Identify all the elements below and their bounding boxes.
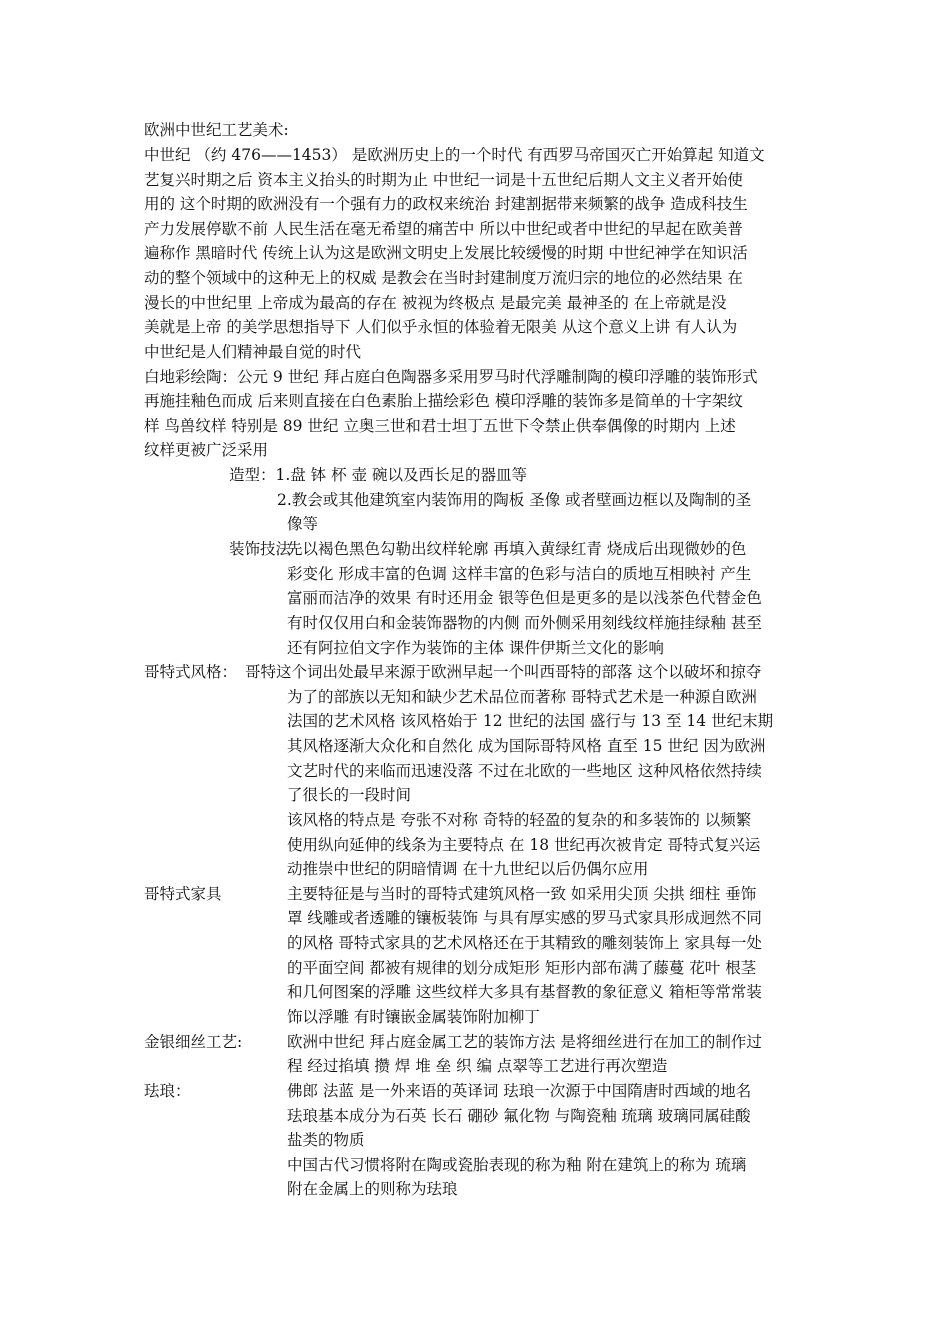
middle-ages-line: 中世纪 （约 476——1453） 是欧洲历史上的一个时代 有西罗马帝国灭亡开始算起 知道文: [144, 146, 765, 164]
decoration-label: 装饰技法: [229, 540, 292, 558]
gothic-style-line: 该风格的特点是 夸张不对称 奇特的轻盈的复杂的和多装饰的 以频繁: [287, 811, 752, 829]
shape-line: 像等: [287, 515, 319, 533]
filigree-label: 金银细丝工艺:: [144, 1033, 243, 1051]
decoration-line: 彩变化 形成丰富的色调 这样丰富的色彩与洁白的质地互相映衬 产生: [287, 565, 752, 583]
middle-ages-line: 遍称作 黑暗时代 传统上认为这是欧洲文明史上发展比较缓慢的时期 中世纪神学在知识活: [144, 244, 748, 262]
middle-ages-line: 美就是上帝 的美学思想指导下 人们似乎永恒的体验着无限美 从这个意义上讲 有人认为: [144, 318, 738, 336]
gothic-furniture-line: 和几何图案的浮雕 这些纹样大多具有基督教的象征意义 箱柜等常常装: [287, 983, 762, 1001]
decoration-line: 还有阿拉伯文字作为装饰的主体 课件伊斯兰文化的影响: [287, 639, 664, 657]
document-title: 欧洲中世纪工艺美术:: [144, 121, 289, 139]
white-ground-line: 样 鸟兽纹样 特别是 89 世纪 立奥三世和君士坦丁五世下令禁止供奉偶像的时期内 上述: [144, 417, 736, 435]
filigree-line: 欧洲中世纪 拜占庭金属工艺的装饰方法 是将细丝进行在加工的制作过: [287, 1033, 762, 1051]
middle-ages-line: 漫长的中世纪里 上帝成为最高的存在 被视为终极点 是最完美 最神圣的 在上帝就是没: [144, 294, 727, 312]
enamel-line: 盐类的物质: [287, 1131, 365, 1149]
gothic-style-line: 使用纵向延伸的线条为主要特点 在 18 世纪再次被肯定 哥特式复兴运: [287, 836, 761, 854]
gothic-style-line: 了很长的一段时间: [287, 786, 412, 804]
decoration-line: 富丽而洁净的效果 有时还用金 银等色但是更多的是以浅茶色代替金色: [287, 589, 762, 607]
gothic-furniture-line: 的风格 哥特式家具的艺术风格还在于其精致的雕刻装饰上 家具每一处: [287, 934, 762, 952]
gothic-furniture-line: 的平面空间 都被有规律的划分成矩形 矩形内部布满了藤蔓 花叶 根茎: [287, 959, 757, 977]
gothic-style-line: 为了的部族以无知和缺少艺术品位而著称 哥特式艺术是一种源自欧洲: [287, 688, 757, 706]
shape-line: 2.教会或其他建筑室内装饰用的陶板 圣像 或者壁画边框以及陶制的圣: [277, 491, 752, 509]
enamel-line: 佛郎 法蓝 是一外来语的英译词 珐琅一次源于中国隋唐时西域的地名: [287, 1082, 752, 1100]
enamel-line: 中国古代习惯将附在陶或瓷胎表现的称为釉 附在建筑上的称为 琉璃: [287, 1156, 747, 1174]
gothic-furniture-label: 哥特式家具: [144, 885, 222, 903]
gothic-furniture-line: 罩 线雕或者透雕的镶板装饰 与具有厚实感的罗马式家具形成迥然不同: [287, 909, 762, 927]
filigree-line: 程 经过掐填 攒 焊 堆 垒 织 编 点翠等工艺进行再次塑造: [287, 1057, 668, 1075]
gothic-style-line: 其风格逐渐大众化和自然化 成为国际哥特风格 直至 15 世纪 因为欧洲: [287, 737, 766, 755]
middle-ages-line: 动的整个领域中的这种无上的权威 是教会在当时封建制度万流归宗的地位的必然结果 在: [144, 269, 743, 287]
enamel-line: 珐琅基本成分为石英 长石 硼砂 氟化物 与陶瓷釉 琉璃 玻璃同属硅酸: [287, 1107, 751, 1125]
middle-ages-line: 产力发展停歇不前 人民生活在毫无希望的痛苦中 所以中世纪或者中世纪的早起在欧美普: [144, 220, 743, 238]
gothic-furniture-line: 主要特征是与当时的哥特式建筑风格一致 如采用尖顶 尖拱 细柱 垂饰: [287, 885, 757, 903]
white-ground-line: 纹样更被广泛采用: [144, 441, 269, 459]
white-ground-line: 再施挂釉色而成 后来则直接在白色素胎上描绘彩色 模印浮雕的装饰多是简单的十字架纹: [144, 392, 743, 410]
gothic-style-line: 文艺时代的来临而迅速没落 不过在北欧的一些地区 这种风格依然持续: [287, 762, 762, 780]
gothic-style-line: 动推崇中世纪的阴暗情调 在十九世纪以后仍偶尔应用: [287, 860, 649, 878]
middle-ages-line: 用的 这个时期的欧洲没有一个强有力的政权来统治 封建割据带来频繁的战争 造成科技生: [144, 195, 748, 213]
shape-line: 造型：1.盘 钵 杯 壶 碗以及西长足的器皿等: [229, 466, 527, 484]
decoration-line: 有时仅仅用白和金装饰器物的内侧 而外侧采用刻线纹样施挂绿釉 甚至: [287, 614, 762, 632]
gothic-style-line: 哥特这个词出处最早来源于欧洲早起一个叫西哥特的部落 这个以破坏和掠夺: [245, 663, 762, 681]
middle-ages-line: 中世纪是人们精神最自觉的时代: [144, 343, 362, 361]
enamel-label: 珐琅：: [144, 1082, 191, 1100]
gothic-style-label: 哥特式风格：: [144, 663, 238, 681]
decoration-line: 先以褐色黑色勾勒出纹样轮廓 再填入黄绿红青 烧成后出现微妙的色: [287, 540, 747, 558]
gothic-style-line: 法国的艺术风格 该风格始于 12 世纪的法国 盛行与 13 至 14 世纪末期: [287, 712, 774, 730]
gothic-furniture-line: 饰以浮雕 有时镶嵌金属装饰附加柳丁: [287, 1008, 540, 1026]
enamel-line: 附在金属上的则称为珐琅: [287, 1180, 458, 1198]
middle-ages-line: 艺复兴时期之后 资本主义抬头的时期为止 中世纪一词是十五世纪后期人文主义者开始使: [144, 171, 743, 189]
white-ground-line: 白地彩绘陶：公元 9 世纪 拜占庭白色陶器多采用罗马时代浮雕制陶的模印浮雕的装饰形式: [144, 368, 758, 386]
